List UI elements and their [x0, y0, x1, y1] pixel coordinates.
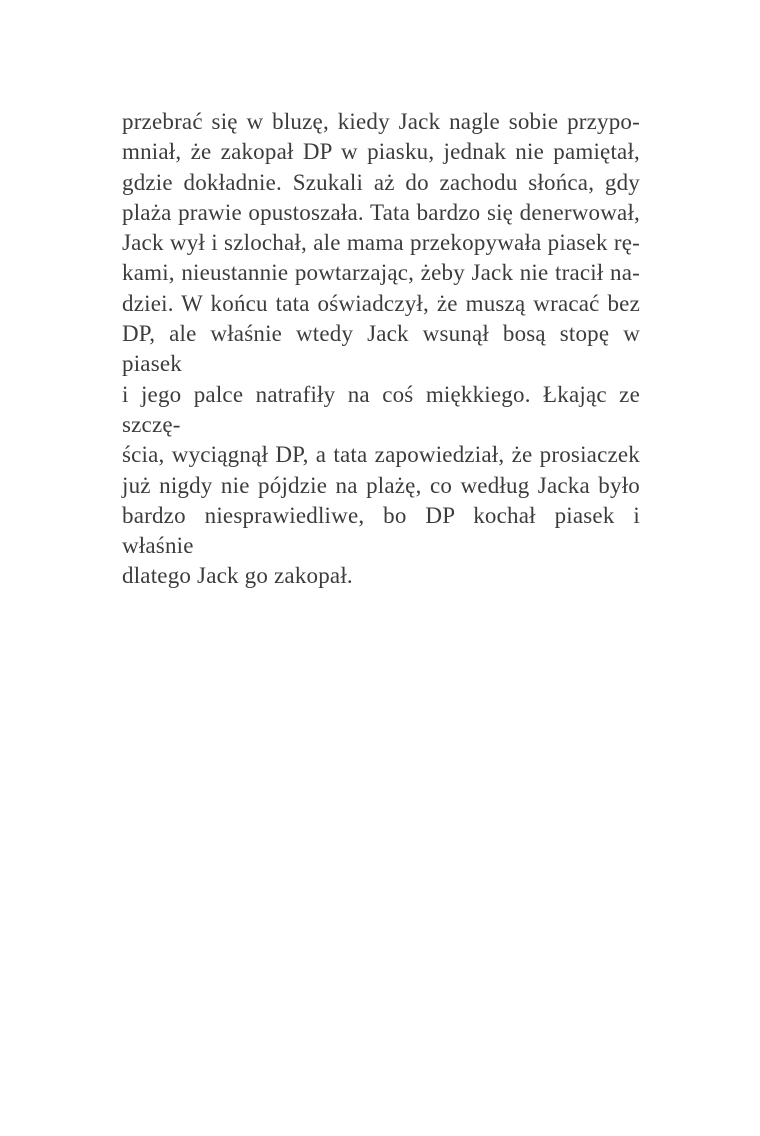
text-line: ścia, wyciągnął DP, a tata zapowiedział, że prosiaczek [122, 442, 640, 468]
text-line: mniał, że zakopał DP w piasku, jednak nie pamiętał, [122, 139, 640, 165]
text-line: gdzie dokładnie. Szukali aż do zachodu słońca, gdy [122, 169, 640, 195]
text-line: już nigdy nie pójdzie na plażę, co według Jacka było [122, 472, 640, 498]
text-line: DP, ale właśnie wtedy Jack wsunął bosą stopę w piasek [122, 321, 640, 377]
paragraph-text-block [122, 107, 640, 592]
text-line: Jack wył i szlochał, ale mama przekopywała piasek rę- [122, 230, 640, 256]
text-line: przebrać się w bluzę, kiedy Jack nagle sobie przypo- [122, 109, 640, 134]
text-line: kami, nieustannie powtarzając, żeby Jack nie tracił na- [122, 260, 640, 286]
text-line: dziei. W końcu tata oświadczył, że muszą wracać bez [122, 290, 640, 316]
text-line: plaża prawie opustoszała. Tata bardzo się denerwował, [122, 199, 640, 225]
text-line: i jego palce natrafiły na coś miękkiego. Łkając ze szczę- [122, 381, 640, 437]
text-line: bardzo niesprawiedliwe, bo DP kochał piasek i właśnie [122, 502, 640, 559]
text-line: dlatego Jack go zakopał. [122, 563, 353, 589]
